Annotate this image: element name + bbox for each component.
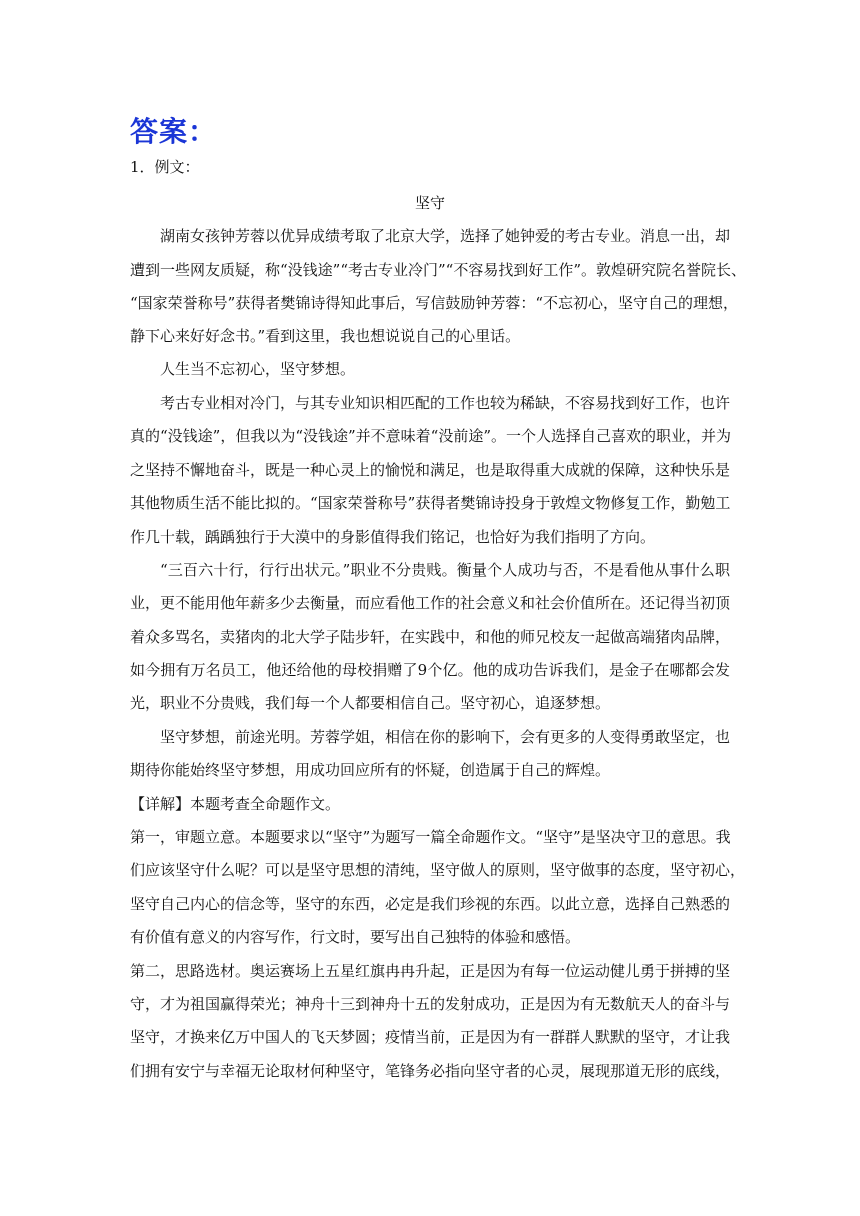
text-line: 业，更不能用他年薪多少去衡量，而应看他工作的社会意义和社会价值所在。还记得当初顶 [130,594,731,612]
text-line: 光，职业不分贵贱，我们每一个人都要相信自己。坚守初心，追逐梦想。 [130,694,611,712]
text-line: 坚守自己内心的信念等，坚守的东西，必定是我们珍视的东西。以此立意，选择自己熟悉的 [130,895,731,913]
text-line: 坚守，才换来亿万中国人的飞天梦圆；疫情当前，正是因为有一群群人默默的坚守，才让我 [130,1028,731,1046]
text-line: 遭到一些网友质疑，称“没钱途”“考古专业冷门”“不容易找到好工作”。敦煌研究院名誉院长、 [130,261,747,279]
text-line: 湖南女孩钟芳蓉以优异成绩考取了北京大学，选择了她钟爱的考古专业。消息一出，却 [160,227,731,245]
text-line: 【详解】本题考查全命题作文。 [130,795,341,813]
text-line: 们拥有安宁与幸福无论取材何种坚守，笔锋务必指向坚守者的心灵，展现那道无形的底线， [130,1062,731,1080]
text-line: 考古专业相对冷门，与其专业知识相匹配的工作也较为稀缺，不容易找到好工作，也许 [160,394,731,412]
text-line: 着众多骂名，卖猪肉的北大学子陆步轩，在实践中，和他的师兄校友一起做高端猪肉品牌， [130,628,731,646]
text-line: 作几十载，踽踽独行于大漠中的身影值得我们铭记，也恰好为我们指明了方向。 [130,528,656,546]
text-line: 第一，审题立意。本题要求以“坚守”为题写一篇全命题作文。“坚守”是坚决守卫的意思。我 [130,828,731,846]
text-line: 人生当不忘初心，坚守梦想。 [160,360,356,378]
text-line: 有价值有意义的内容写作，行文时，要写出自己独特的体验和感悟。 [130,928,581,946]
essay-title: 坚守 [414,194,445,212]
text-line: 其他物质生活不能比拟的。“国家荣誉称号”获得者樊锦诗投身于敦煌文物修复工作，勤勉工 [130,494,731,512]
text-line: 们应该坚守什么呢？可以是坚守思想的清纯，坚守做人的原则，坚守做事的态度，坚守初心， [130,861,746,879]
text-line: 期待你能始终坚守梦想，用成功回应所有的怀疑，创造属于自己的辉煌。 [130,761,611,779]
item-label: 1．例文： [130,158,200,176]
text-line: 之坚持不懈地奋斗，既是一种心灵上的愉悦和满足，也是取得重大成就的保障，这种快乐是 [130,461,731,479]
text-line: “三百六十行，行行出状元。”职业不分贵贱。衡量个人成功与否，不是看他从事什么职 [160,561,730,579]
text-line: 如今拥有万名员工，他还给他的母校捐赠了9个亿。他的成功告诉我们，是金子在哪都会发 [130,661,730,679]
text-line: 坚守梦想，前途光明。芳蓉学姐，相信在你的影响下，会有更多的人变得勇敢坚定，也 [160,728,731,746]
text-line: 真的“没钱途”，但我以为“没钱途”并不意味着“没前途”。一个人选择自己喜欢的职业，并为 [130,427,732,445]
text-line: 守，才为祖国赢得荣光；神舟十三到神舟十五的发射成功，正是因为有无数航天人的奋斗与 [130,995,731,1013]
text-line: 静下心来好好念书。”看到这里，我也想说说自己的心里话。 [130,327,521,345]
answer-heading: 答案： [130,115,218,148]
text-line: “国家荣誉称号”获得者樊锦诗得知此事后，写信鼓励钟芳蓉：“不忘初心，坚守自己的理想， [130,294,739,312]
text-line: 第二，思路选材。奥运赛场上五星红旗冉冉升起，正是因为有每一位运动健儿勇于拼搏的坚 [130,962,731,980]
